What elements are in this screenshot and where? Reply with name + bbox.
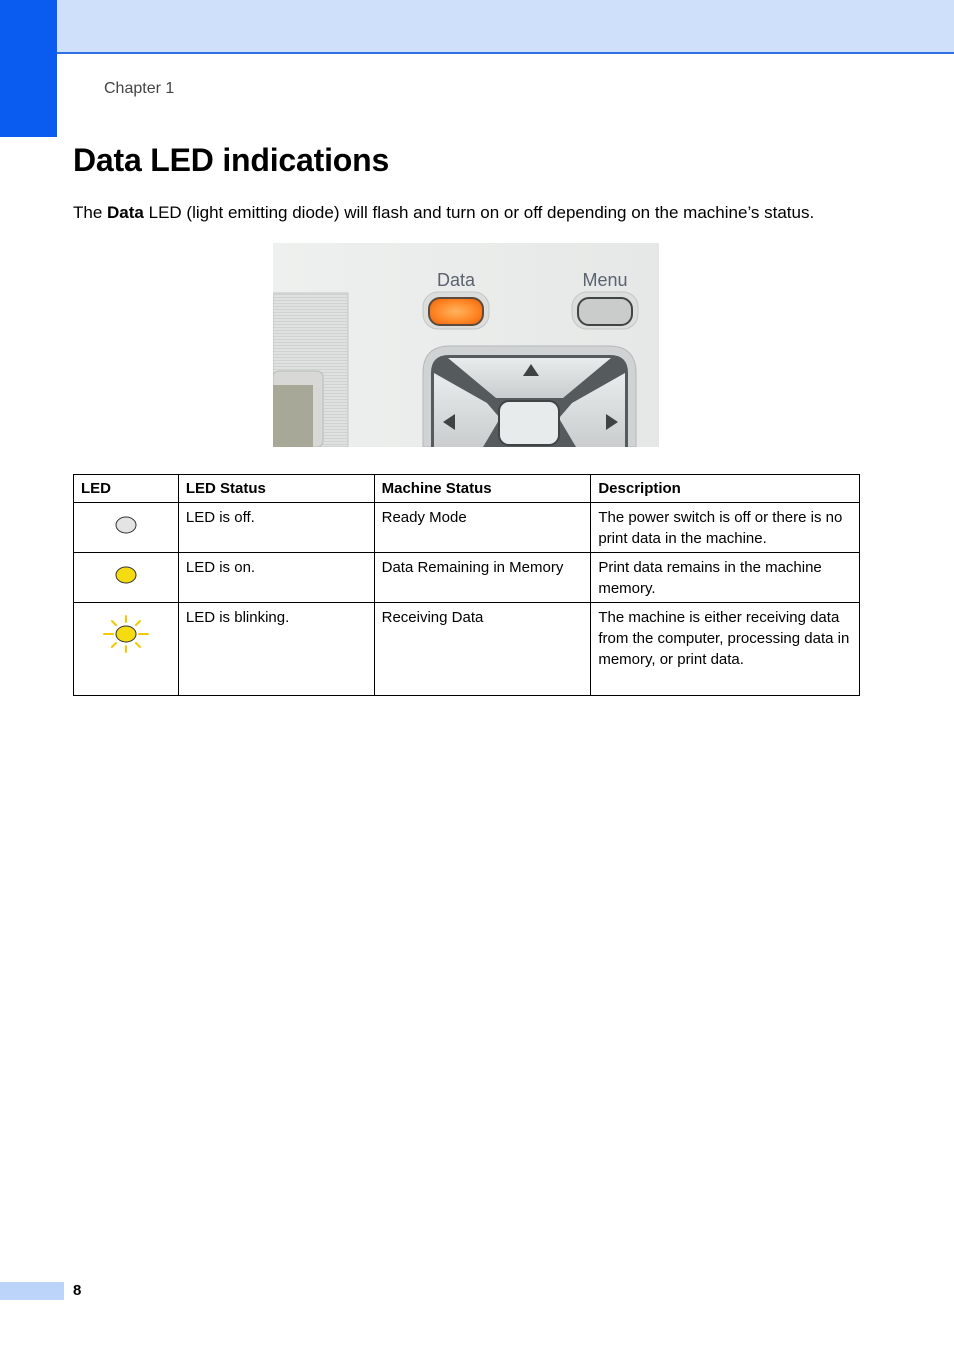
panel-menu-label: Menu [582, 270, 628, 290]
description-cell: The power switch is off or there is no print data in the machine. [591, 503, 860, 553]
table-row [74, 553, 860, 603]
chapter-label: Chapter 1 [104, 80, 175, 97]
led-status-cell: LED is on. [178, 553, 374, 603]
led-status-cell: LED is blinking. [178, 603, 374, 696]
machine-status-cell: Data Remaining in Memory [374, 553, 591, 603]
led-cell [74, 503, 179, 553]
table-row [74, 603, 860, 696]
description-cell: Print data remains in the machine memory. [591, 553, 860, 603]
led-cell [74, 553, 179, 603]
page-title: Data LED indications [73, 142, 390, 178]
header-machine-status: Machine Status [374, 475, 591, 503]
intro-bold-data: Data [107, 203, 144, 222]
data-led-button [423, 292, 489, 329]
machine-status-cell: Ready Mode [374, 503, 591, 553]
machine-status-cell: Receiving Data [374, 603, 591, 696]
led-on-icon [114, 565, 138, 585]
intro-prefix: The [73, 203, 108, 222]
header-led: LED [74, 475, 179, 503]
chapter-tab [0, 0, 57, 137]
header-band [0, 0, 954, 54]
header-led-status: LED Status [178, 475, 374, 503]
table-row [74, 503, 860, 553]
control-panel-illustration [273, 243, 659, 447]
led-cell [74, 603, 179, 696]
description-cell: The machine is either receiving data from the computer, processing data in memory, or print data. [591, 603, 860, 696]
header-description: Description [591, 475, 860, 503]
page-number: 8 [73, 1282, 82, 1299]
direction-pad [423, 346, 636, 447]
intro-suffix: LED (light emitting diode) will flash and turn on or off depending on the machine’s status. [143, 203, 815, 222]
led-indication-table [73, 474, 860, 696]
menu-button [572, 292, 638, 329]
led-off-icon [114, 515, 138, 535]
footer-bar [0, 1282, 64, 1300]
led-blinking-icon [102, 615, 150, 653]
intro-paragraph [73, 203, 814, 223]
led-status-cell: LED is off. [178, 503, 374, 553]
table-header-row [74, 475, 860, 503]
panel-data-label: Data [436, 270, 476, 290]
